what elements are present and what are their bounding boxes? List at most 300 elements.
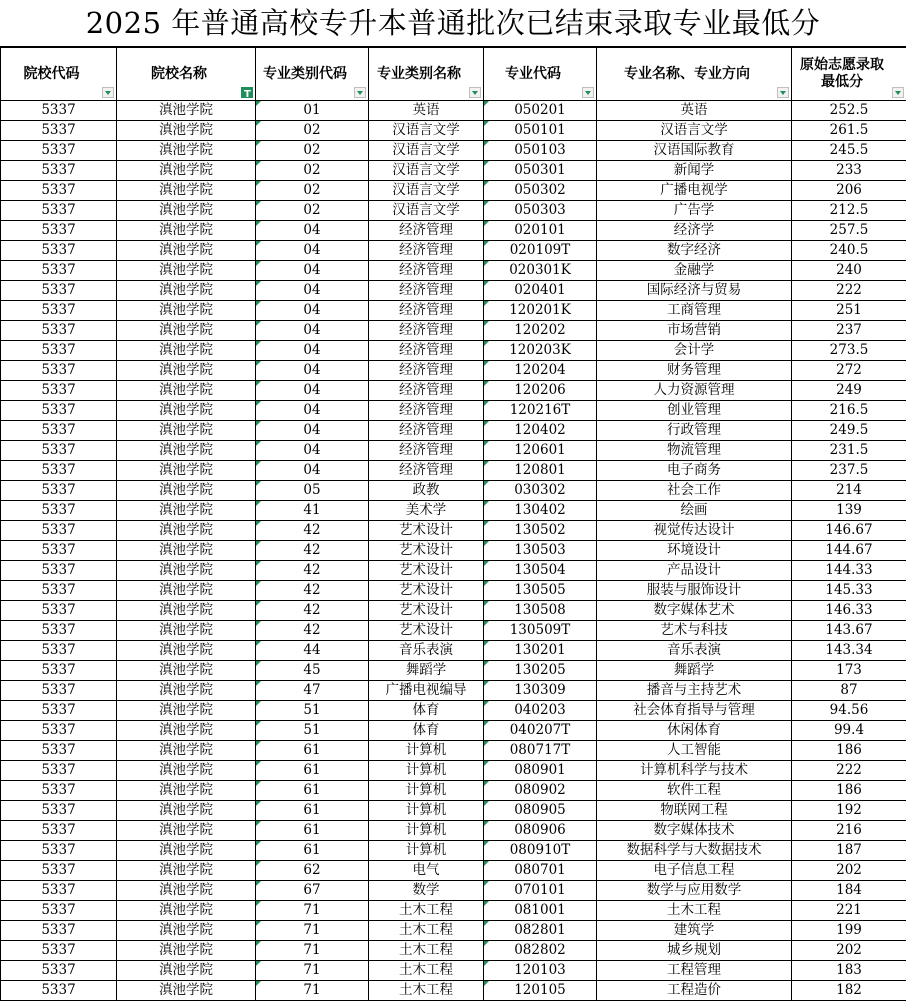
major-code-cell[interactable]: 080906: [484, 821, 597, 841]
major-code-cell[interactable]: 120103: [484, 961, 597, 981]
school-code-cell[interactable]: 5337: [1, 301, 117, 321]
min-score-cell[interactable]: 182: [792, 981, 906, 1001]
category-code-cell[interactable]: 04: [256, 381, 369, 401]
category-code-cell[interactable]: 02: [256, 141, 369, 161]
major-name-cell[interactable]: 金融学: [597, 261, 792, 281]
category-code-cell[interactable]: 01: [256, 101, 369, 121]
category-name-cell[interactable]: 经济管理: [369, 401, 484, 421]
category-name-cell[interactable]: 艺术设计: [369, 601, 484, 621]
major-code-cell[interactable]: 120601: [484, 441, 597, 461]
category-name-cell[interactable]: 汉语言文学: [369, 141, 484, 161]
category-name-cell[interactable]: 汉语言文学: [369, 181, 484, 201]
category-code-cell[interactable]: 71: [256, 921, 369, 941]
major-code-cell[interactable]: 050303: [484, 201, 597, 221]
school-code-cell[interactable]: 5337: [1, 201, 117, 221]
category-code-cell[interactable]: 61: [256, 761, 369, 781]
major-name-cell[interactable]: 英语: [597, 101, 792, 121]
major-name-cell[interactable]: 艺术与科技: [597, 621, 792, 641]
school-code-cell[interactable]: 5337: [1, 701, 117, 721]
category-name-cell[interactable]: 经济管理: [369, 301, 484, 321]
school-code-cell[interactable]: 5337: [1, 741, 117, 761]
major-code-cell[interactable]: 120216T: [484, 401, 597, 421]
min-score-cell[interactable]: 199: [792, 921, 906, 941]
major-name-cell[interactable]: 绘画: [597, 501, 792, 521]
school-code-cell[interactable]: 5337: [1, 921, 117, 941]
major-name-cell[interactable]: 社会体育指导与管理: [597, 701, 792, 721]
category-code-cell[interactable]: 04: [256, 221, 369, 241]
category-code-cell[interactable]: 02: [256, 161, 369, 181]
category-name-cell[interactable]: 艺术设计: [369, 521, 484, 541]
category-code-cell[interactable]: 51: [256, 721, 369, 741]
major-name-cell[interactable]: 电子商务: [597, 461, 792, 481]
major-code-cell[interactable]: 120402: [484, 421, 597, 441]
major-name-cell[interactable]: 工程管理: [597, 961, 792, 981]
major-code-cell[interactable]: 120801: [484, 461, 597, 481]
school-name-cell[interactable]: 滇池学院: [117, 641, 256, 661]
school-name-cell[interactable]: 滇池学院: [117, 261, 256, 281]
major-name-cell[interactable]: 播音与主持艺术: [597, 681, 792, 701]
min-score-cell[interactable]: 261.5: [792, 121, 906, 141]
min-score-cell[interactable]: 212.5: [792, 201, 906, 221]
min-score-cell[interactable]: 186: [792, 781, 906, 801]
school-code-cell[interactable]: 5337: [1, 361, 117, 381]
major-code-cell[interactable]: 120105: [484, 981, 597, 1001]
filter-dropdown-icon[interactable]: [469, 87, 481, 98]
category-code-cell[interactable]: 61: [256, 781, 369, 801]
major-name-cell[interactable]: 产品设计: [597, 561, 792, 581]
school-name-cell[interactable]: 滇池学院: [117, 161, 256, 181]
min-score-cell[interactable]: 173: [792, 661, 906, 681]
category-code-cell[interactable]: 51: [256, 701, 369, 721]
school-code-cell[interactable]: 5337: [1, 121, 117, 141]
min-score-cell[interactable]: 231.5: [792, 441, 906, 461]
major-code-cell[interactable]: 080905: [484, 801, 597, 821]
min-score-cell[interactable]: 192: [792, 801, 906, 821]
school-code-cell[interactable]: 5337: [1, 541, 117, 561]
min-score-cell[interactable]: 221: [792, 901, 906, 921]
category-code-cell[interactable]: 02: [256, 201, 369, 221]
min-score-cell[interactable]: 139: [792, 501, 906, 521]
school-code-cell[interactable]: 5337: [1, 941, 117, 961]
major-name-cell[interactable]: 人力资源管理: [597, 381, 792, 401]
category-name-cell[interactable]: 汉语言文学: [369, 201, 484, 221]
school-code-cell[interactable]: 5337: [1, 781, 117, 801]
min-score-cell[interactable]: 143.67: [792, 621, 906, 641]
min-score-cell[interactable]: 216: [792, 821, 906, 841]
major-code-cell[interactable]: 080901: [484, 761, 597, 781]
major-name-cell[interactable]: 广告学: [597, 201, 792, 221]
category-name-cell[interactable]: 汉语言文学: [369, 161, 484, 181]
category-name-cell[interactable]: 经济管理: [369, 381, 484, 401]
major-name-cell[interactable]: 汉语言文学: [597, 121, 792, 141]
school-code-cell[interactable]: 5337: [1, 481, 117, 501]
major-code-cell[interactable]: 020401: [484, 281, 597, 301]
major-name-cell[interactable]: 物流管理: [597, 441, 792, 461]
major-code-cell[interactable]: 070101: [484, 881, 597, 901]
category-code-cell[interactable]: 05: [256, 481, 369, 501]
min-score-cell[interactable]: 186: [792, 741, 906, 761]
filter-dropdown-icon[interactable]: [354, 87, 366, 98]
school-name-cell[interactable]: 滇池学院: [117, 881, 256, 901]
category-code-cell[interactable]: 61: [256, 841, 369, 861]
major-name-cell[interactable]: 舞蹈学: [597, 661, 792, 681]
school-code-cell[interactable]: 5337: [1, 881, 117, 901]
school-name-cell[interactable]: 滇池学院: [117, 421, 256, 441]
school-code-cell[interactable]: 5337: [1, 181, 117, 201]
filter-dropdown-icon[interactable]: [102, 87, 114, 98]
school-code-cell[interactable]: 5337: [1, 401, 117, 421]
school-code-cell[interactable]: 5337: [1, 221, 117, 241]
category-code-cell[interactable]: 04: [256, 301, 369, 321]
major-name-cell[interactable]: 数字媒体艺术: [597, 601, 792, 621]
school-code-cell[interactable]: 5337: [1, 641, 117, 661]
min-score-cell[interactable]: 272: [792, 361, 906, 381]
school-name-cell[interactable]: 滇池学院: [117, 341, 256, 361]
major-name-cell[interactable]: 汉语国际教育: [597, 141, 792, 161]
category-code-cell[interactable]: 04: [256, 321, 369, 341]
min-score-cell[interactable]: 251: [792, 301, 906, 321]
major-code-cell[interactable]: 050101: [484, 121, 597, 141]
major-name-cell[interactable]: 休闲体育: [597, 721, 792, 741]
major-code-cell[interactable]: 050103: [484, 141, 597, 161]
category-code-cell[interactable]: 61: [256, 801, 369, 821]
major-code-cell[interactable]: 082801: [484, 921, 597, 941]
major-name-cell[interactable]: 数字经济: [597, 241, 792, 261]
school-name-cell[interactable]: 滇池学院: [117, 801, 256, 821]
major-code-cell[interactable]: 120203K: [484, 341, 597, 361]
category-name-cell[interactable]: 体育: [369, 701, 484, 721]
major-code-cell[interactable]: 130309: [484, 681, 597, 701]
category-name-cell[interactable]: 计算机: [369, 741, 484, 761]
major-name-cell[interactable]: 工商管理: [597, 301, 792, 321]
category-name-cell[interactable]: 政教: [369, 481, 484, 501]
category-code-cell[interactable]: 47: [256, 681, 369, 701]
major-code-cell[interactable]: 130509T: [484, 621, 597, 641]
major-name-cell[interactable]: 人工智能: [597, 741, 792, 761]
min-score-cell[interactable]: 187: [792, 841, 906, 861]
category-code-cell[interactable]: 41: [256, 501, 369, 521]
category-name-cell[interactable]: 经济管理: [369, 241, 484, 261]
category-code-cell[interactable]: 61: [256, 741, 369, 761]
school-name-cell[interactable]: 滇池学院: [117, 381, 256, 401]
major-code-cell[interactable]: 120201K: [484, 301, 597, 321]
school-code-cell[interactable]: 5337: [1, 501, 117, 521]
school-name-cell[interactable]: 滇池学院: [117, 921, 256, 941]
school-code-cell[interactable]: 5337: [1, 261, 117, 281]
school-name-cell[interactable]: 滇池学院: [117, 241, 256, 261]
filter-dropdown-icon[interactable]: [582, 87, 594, 98]
min-score-cell[interactable]: 233: [792, 161, 906, 181]
school-name-cell[interactable]: 滇池学院: [117, 481, 256, 501]
category-code-cell[interactable]: 04: [256, 401, 369, 421]
major-code-cell[interactable]: 130201: [484, 641, 597, 661]
school-code-cell[interactable]: 5337: [1, 461, 117, 481]
school-name-cell[interactable]: 滇池学院: [117, 141, 256, 161]
school-name-cell[interactable]: 滇池学院: [117, 541, 256, 561]
category-name-cell[interactable]: 经济管理: [369, 321, 484, 341]
school-name-cell[interactable]: 滇池学院: [117, 621, 256, 641]
category-name-cell[interactable]: 土木工程: [369, 901, 484, 921]
category-name-cell[interactable]: 电气: [369, 861, 484, 881]
school-name-cell[interactable]: 滇池学院: [117, 121, 256, 141]
school-code-cell[interactable]: 5337: [1, 561, 117, 581]
category-code-cell[interactable]: 42: [256, 561, 369, 581]
school-name-cell[interactable]: 滇池学院: [117, 201, 256, 221]
major-name-cell[interactable]: 财务管理: [597, 361, 792, 381]
major-name-cell[interactable]: 环境设计: [597, 541, 792, 561]
min-score-cell[interactable]: 257.5: [792, 221, 906, 241]
school-name-cell[interactable]: 滇池学院: [117, 301, 256, 321]
category-code-cell[interactable]: 71: [256, 901, 369, 921]
category-code-cell[interactable]: 42: [256, 601, 369, 621]
major-code-cell[interactable]: 030302: [484, 481, 597, 501]
category-name-cell[interactable]: 计算机: [369, 841, 484, 861]
min-score-cell[interactable]: 222: [792, 761, 906, 781]
major-code-cell[interactable]: 130505: [484, 581, 597, 601]
category-code-cell[interactable]: 02: [256, 181, 369, 201]
school-name-cell[interactable]: 滇池学院: [117, 681, 256, 701]
category-name-cell[interactable]: 土木工程: [369, 961, 484, 981]
category-name-cell[interactable]: 计算机: [369, 781, 484, 801]
category-code-cell[interactable]: 04: [256, 361, 369, 381]
school-code-cell[interactable]: 5337: [1, 241, 117, 261]
school-name-cell[interactable]: 滇池学院: [117, 601, 256, 621]
category-code-cell[interactable]: 45: [256, 661, 369, 681]
category-code-cell[interactable]: 42: [256, 621, 369, 641]
major-code-cell[interactable]: 130502: [484, 521, 597, 541]
major-name-cell[interactable]: 建筑学: [597, 921, 792, 941]
min-score-cell[interactable]: 144.33: [792, 561, 906, 581]
category-name-cell[interactable]: 经济管理: [369, 421, 484, 441]
category-code-cell[interactable]: 71: [256, 961, 369, 981]
major-name-cell[interactable]: 创业管理: [597, 401, 792, 421]
major-name-cell[interactable]: 电子信息工程: [597, 861, 792, 881]
major-name-cell[interactable]: 音乐表演: [597, 641, 792, 661]
school-name-cell[interactable]: 滇池学院: [117, 981, 256, 1001]
major-code-cell[interactable]: 020109T: [484, 241, 597, 261]
category-code-cell[interactable]: 04: [256, 461, 369, 481]
major-code-cell[interactable]: 130504: [484, 561, 597, 581]
major-name-cell[interactable]: 数据科学与大数据技术: [597, 841, 792, 861]
major-code-cell[interactable]: 120206: [484, 381, 597, 401]
min-score-cell[interactable]: 146.67: [792, 521, 906, 541]
major-code-cell[interactable]: 080902: [484, 781, 597, 801]
min-score-cell[interactable]: 237: [792, 321, 906, 341]
major-name-cell[interactable]: 软件工程: [597, 781, 792, 801]
school-name-cell[interactable]: 滇池学院: [117, 721, 256, 741]
school-code-cell[interactable]: 5337: [1, 421, 117, 441]
major-code-cell[interactable]: 130205: [484, 661, 597, 681]
min-score-cell[interactable]: 252.5: [792, 101, 906, 121]
school-code-cell[interactable]: 5337: [1, 861, 117, 881]
min-score-cell[interactable]: 143.34: [792, 641, 906, 661]
category-name-cell[interactable]: 艺术设计: [369, 621, 484, 641]
min-score-cell[interactable]: 184: [792, 881, 906, 901]
category-name-cell[interactable]: 经济管理: [369, 441, 484, 461]
category-code-cell[interactable]: 42: [256, 541, 369, 561]
category-name-cell[interactable]: 汉语言文学: [369, 121, 484, 141]
min-score-cell[interactable]: 183: [792, 961, 906, 981]
major-name-cell[interactable]: 服装与服饰设计: [597, 581, 792, 601]
major-code-cell[interactable]: 120204: [484, 361, 597, 381]
filter-dropdown-icon[interactable]: [777, 87, 789, 98]
min-score-cell[interactable]: 240.5: [792, 241, 906, 261]
category-code-cell[interactable]: 42: [256, 521, 369, 541]
school-code-cell[interactable]: 5337: [1, 141, 117, 161]
major-code-cell[interactable]: 040207T: [484, 721, 597, 741]
category-name-cell[interactable]: 计算机: [369, 761, 484, 781]
major-code-cell[interactable]: 080701: [484, 861, 597, 881]
major-name-cell[interactable]: 城乡规划: [597, 941, 792, 961]
school-code-cell[interactable]: 5337: [1, 761, 117, 781]
category-name-cell[interactable]: 经济管理: [369, 361, 484, 381]
school-code-cell[interactable]: 5337: [1, 981, 117, 1001]
school-name-cell[interactable]: 滇池学院: [117, 401, 256, 421]
category-code-cell[interactable]: 61: [256, 821, 369, 841]
category-name-cell[interactable]: 经济管理: [369, 341, 484, 361]
major-name-cell[interactable]: 广播电视学: [597, 181, 792, 201]
school-code-cell[interactable]: 5337: [1, 441, 117, 461]
school-name-cell[interactable]: 滇池学院: [117, 101, 256, 121]
category-code-cell[interactable]: 04: [256, 341, 369, 361]
min-score-cell[interactable]: 202: [792, 941, 906, 961]
major-name-cell[interactable]: 社会工作: [597, 481, 792, 501]
major-name-cell[interactable]: 土木工程: [597, 901, 792, 921]
school-code-cell[interactable]: 5337: [1, 321, 117, 341]
min-score-cell[interactable]: 146.33: [792, 601, 906, 621]
school-name-cell[interactable]: 滇池学院: [117, 941, 256, 961]
category-code-cell[interactable]: 02: [256, 121, 369, 141]
school-name-cell[interactable]: 滇池学院: [117, 461, 256, 481]
category-code-cell[interactable]: 04: [256, 421, 369, 441]
major-name-cell[interactable]: 会计学: [597, 341, 792, 361]
major-code-cell[interactable]: 050302: [484, 181, 597, 201]
school-name-cell[interactable]: 滇池学院: [117, 581, 256, 601]
major-name-cell[interactable]: 数字媒体技术: [597, 821, 792, 841]
category-name-cell[interactable]: 经济管理: [369, 461, 484, 481]
min-score-cell[interactable]: 240: [792, 261, 906, 281]
school-code-cell[interactable]: 5337: [1, 661, 117, 681]
major-name-cell[interactable]: 经济学: [597, 221, 792, 241]
category-code-cell[interactable]: 42: [256, 581, 369, 601]
school-name-cell[interactable]: 滇池学院: [117, 761, 256, 781]
school-name-cell[interactable]: 滇池学院: [117, 221, 256, 241]
school-code-cell[interactable]: 5337: [1, 841, 117, 861]
major-code-cell[interactable]: 080717T: [484, 741, 597, 761]
min-score-cell[interactable]: 94.56: [792, 701, 906, 721]
school-code-cell[interactable]: 5337: [1, 341, 117, 361]
min-score-cell[interactable]: 273.5: [792, 341, 906, 361]
category-name-cell[interactable]: 艺术设计: [369, 581, 484, 601]
school-code-cell[interactable]: 5337: [1, 381, 117, 401]
school-name-cell[interactable]: 滇池学院: [117, 281, 256, 301]
category-name-cell[interactable]: 土木工程: [369, 981, 484, 1001]
school-code-cell[interactable]: 5337: [1, 601, 117, 621]
category-code-cell[interactable]: 04: [256, 241, 369, 261]
category-name-cell[interactable]: 体育: [369, 721, 484, 741]
min-score-cell[interactable]: 202: [792, 861, 906, 881]
school-name-cell[interactable]: 滇池学院: [117, 741, 256, 761]
min-score-cell[interactable]: 214: [792, 481, 906, 501]
category-name-cell[interactable]: 舞蹈学: [369, 661, 484, 681]
major-code-cell[interactable]: 020101: [484, 221, 597, 241]
category-name-cell[interactable]: 英语: [369, 101, 484, 121]
major-code-cell[interactable]: 050201: [484, 101, 597, 121]
school-name-cell[interactable]: 滇池学院: [117, 901, 256, 921]
major-name-cell[interactable]: 工程造价: [597, 981, 792, 1001]
category-name-cell[interactable]: 计算机: [369, 801, 484, 821]
major-code-cell[interactable]: 130508: [484, 601, 597, 621]
category-name-cell[interactable]: 美术学: [369, 501, 484, 521]
category-code-cell[interactable]: 67: [256, 881, 369, 901]
major-name-cell[interactable]: 物联网工程: [597, 801, 792, 821]
school-name-cell[interactable]: 滇池学院: [117, 441, 256, 461]
school-code-cell[interactable]: 5337: [1, 521, 117, 541]
major-name-cell[interactable]: 行政管理: [597, 421, 792, 441]
major-name-cell[interactable]: 国际经济与贸易: [597, 281, 792, 301]
major-code-cell[interactable]: 130402: [484, 501, 597, 521]
school-code-cell[interactable]: 5337: [1, 681, 117, 701]
category-name-cell[interactable]: 计算机: [369, 821, 484, 841]
category-name-cell[interactable]: 经济管理: [369, 221, 484, 241]
school-name-cell[interactable]: 滇池学院: [117, 361, 256, 381]
school-name-cell[interactable]: 滇池学院: [117, 561, 256, 581]
category-name-cell[interactable]: 经济管理: [369, 261, 484, 281]
filter-active-icon[interactable]: [241, 87, 253, 98]
school-name-cell[interactable]: 滇池学院: [117, 781, 256, 801]
category-name-cell[interactable]: 土木工程: [369, 941, 484, 961]
major-code-cell[interactable]: 081001: [484, 901, 597, 921]
min-score-cell[interactable]: 144.67: [792, 541, 906, 561]
school-code-cell[interactable]: 5337: [1, 961, 117, 981]
filter-dropdown-icon[interactable]: [892, 87, 904, 98]
category-name-cell[interactable]: 音乐表演: [369, 641, 484, 661]
major-code-cell[interactable]: 082802: [484, 941, 597, 961]
school-code-cell[interactable]: 5337: [1, 801, 117, 821]
school-name-cell[interactable]: 滇池学院: [117, 501, 256, 521]
school-name-cell[interactable]: 滇池学院: [117, 181, 256, 201]
major-name-cell[interactable]: 新闻学: [597, 161, 792, 181]
min-score-cell[interactable]: 237.5: [792, 461, 906, 481]
min-score-cell[interactable]: 99.4: [792, 721, 906, 741]
min-score-cell[interactable]: 245.5: [792, 141, 906, 161]
category-name-cell[interactable]: 广播电视编导: [369, 681, 484, 701]
school-code-cell[interactable]: 5337: [1, 621, 117, 641]
min-score-cell[interactable]: 222: [792, 281, 906, 301]
major-name-cell[interactable]: 计算机科学与技术: [597, 761, 792, 781]
school-name-cell[interactable]: 滇池学院: [117, 321, 256, 341]
min-score-cell[interactable]: 206: [792, 181, 906, 201]
category-code-cell[interactable]: 44: [256, 641, 369, 661]
school-code-cell[interactable]: 5337: [1, 901, 117, 921]
school-name-cell[interactable]: 滇池学院: [117, 841, 256, 861]
category-code-cell[interactable]: 04: [256, 261, 369, 281]
school-code-cell[interactable]: 5337: [1, 101, 117, 121]
major-name-cell[interactable]: 市场营销: [597, 321, 792, 341]
major-code-cell[interactable]: 130503: [484, 541, 597, 561]
school-code-cell[interactable]: 5337: [1, 581, 117, 601]
school-code-cell[interactable]: 5337: [1, 721, 117, 741]
major-code-cell[interactable]: 120202: [484, 321, 597, 341]
major-code-cell[interactable]: 080910T: [484, 841, 597, 861]
category-code-cell[interactable]: 62: [256, 861, 369, 881]
category-name-cell[interactable]: 艺术设计: [369, 561, 484, 581]
min-score-cell[interactable]: 249: [792, 381, 906, 401]
school-name-cell[interactable]: 滇池学院: [117, 661, 256, 681]
school-name-cell[interactable]: 滇池学院: [117, 521, 256, 541]
school-code-cell[interactable]: 5337: [1, 281, 117, 301]
min-score-cell[interactable]: 216.5: [792, 401, 906, 421]
